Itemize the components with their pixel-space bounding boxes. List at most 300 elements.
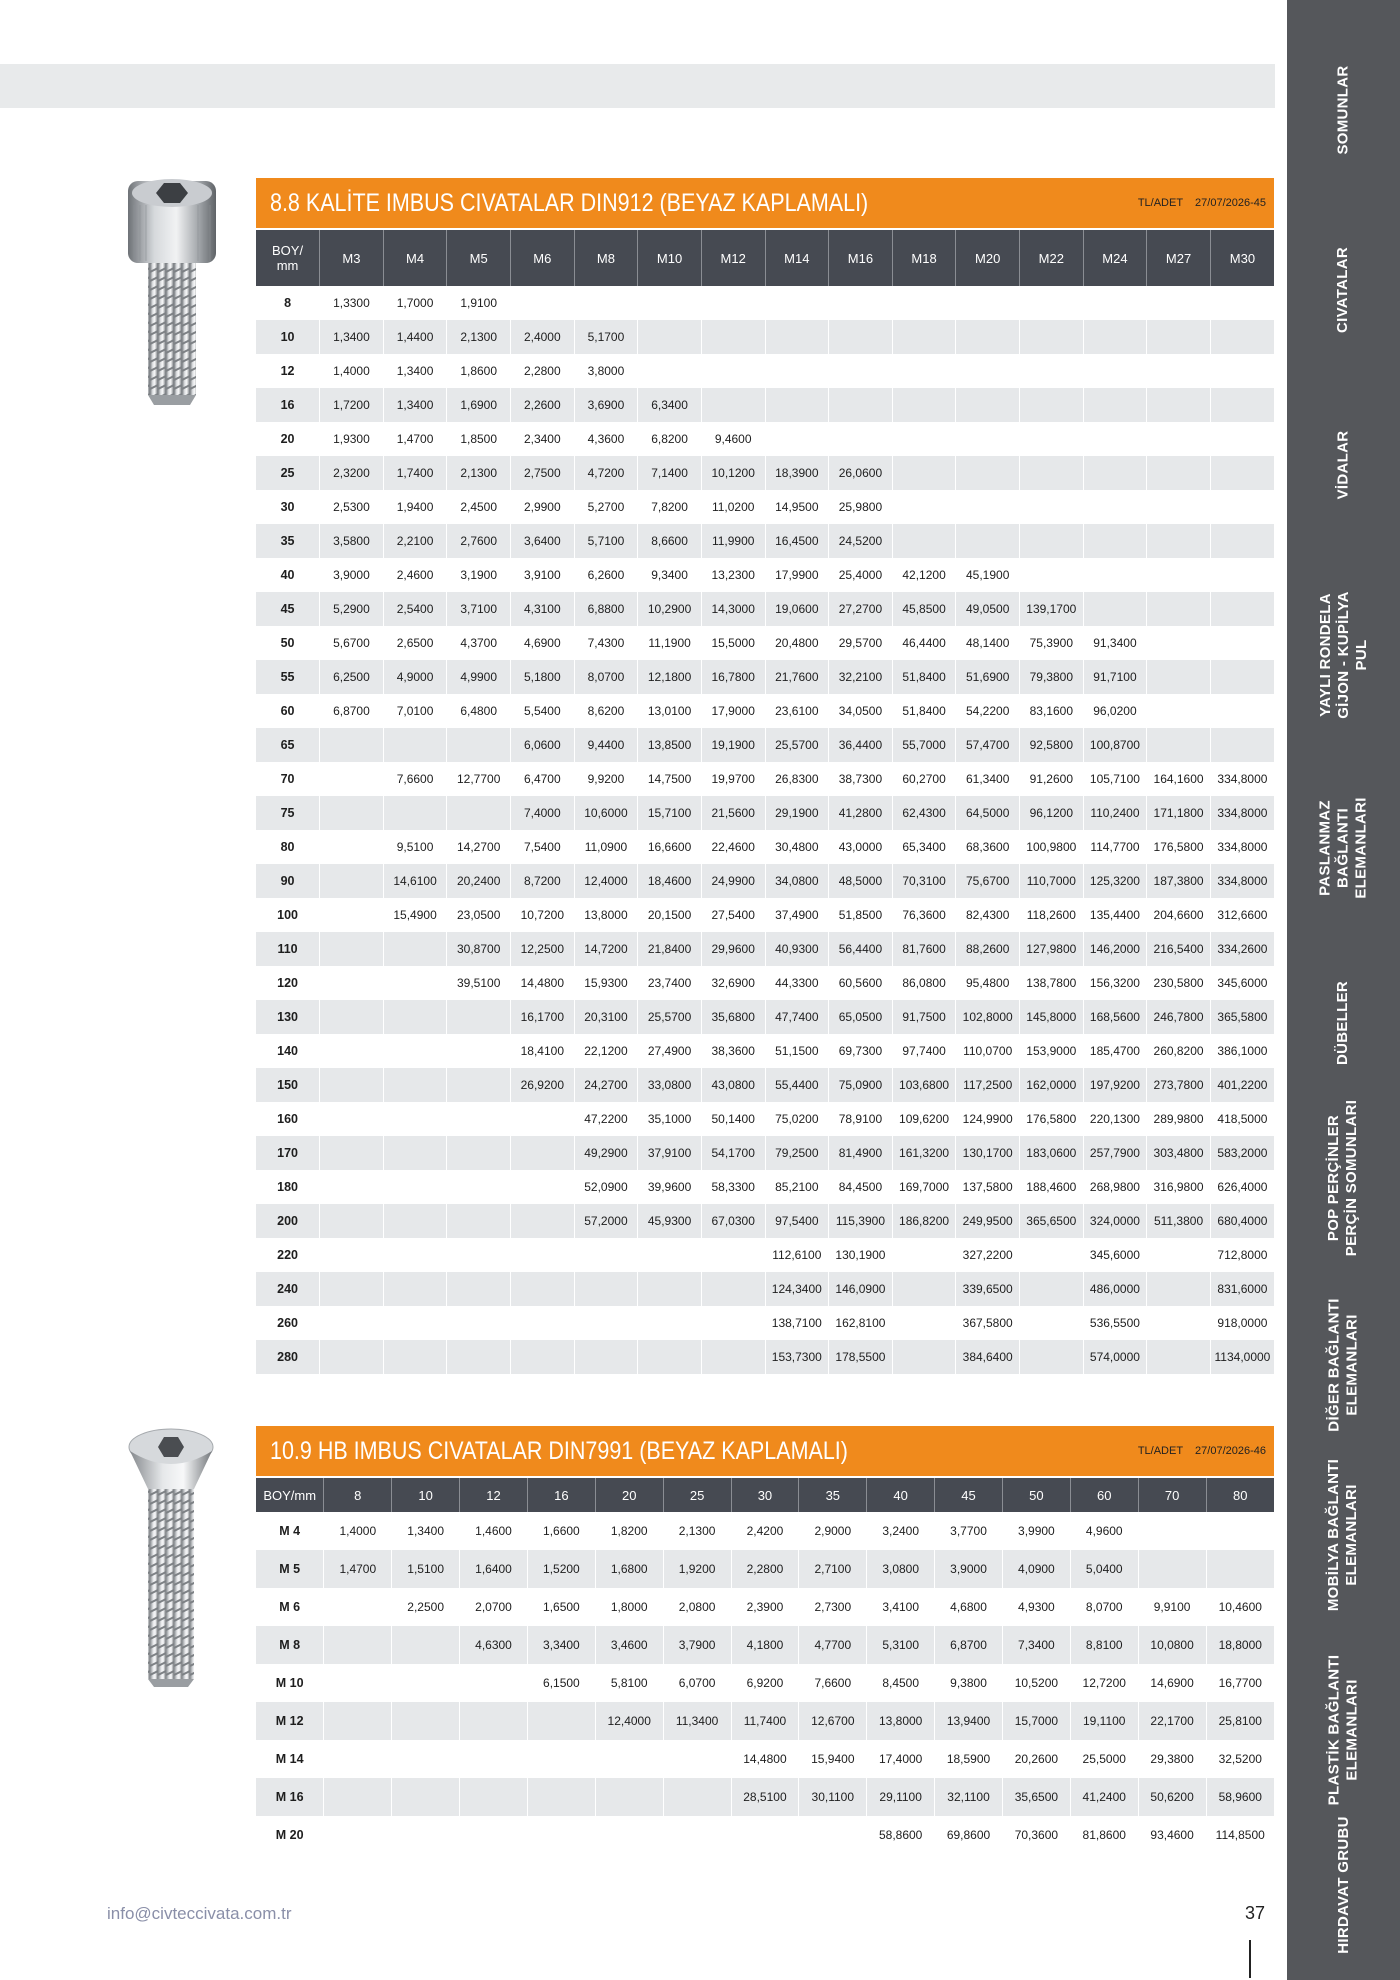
table2-title: 10.9 HB IMBUS CIVATALAR DIN7991 (BEYAZ KAPLAMALI): [270, 1437, 848, 1465]
price-cell: [1210, 694, 1274, 728]
price-cell: 1,4600: [460, 1512, 528, 1550]
price-cell: 15,9400: [799, 1740, 867, 1778]
table-row: [256, 354, 1274, 388]
column-header: 50: [1002, 1478, 1070, 1512]
table-row: [256, 1740, 1274, 1778]
price-cell: [1020, 1272, 1084, 1306]
price-cell: [829, 354, 893, 388]
price-cell: 2,9000: [799, 1512, 867, 1550]
price-cell: [383, 1340, 447, 1374]
price-cell: 12,4000: [595, 1702, 663, 1740]
price-cell: [1147, 1272, 1211, 1306]
price-cell: 84,4500: [829, 1170, 893, 1204]
price-cell: 334,8000: [1210, 762, 1274, 796]
footer-email[interactable]: info@civteccivata.com.tr: [107, 1904, 292, 1923]
price-cell: [1210, 490, 1274, 524]
price-cell: 138,7800: [1020, 966, 1084, 1000]
row-label: 16: [256, 388, 320, 422]
price-cell: [383, 1000, 447, 1034]
sidebar-item-paslanmaz[interactable]: [1287, 755, 1400, 940]
price-cell: [1147, 626, 1211, 660]
sidebar-item-mobilya-baglanti[interactable]: [1287, 1435, 1400, 1635]
price-cell: 187,3800: [1147, 864, 1211, 898]
sidebar-item-yayli-rondela[interactable]: [1287, 565, 1400, 745]
table-row: [256, 1816, 1274, 1854]
price-cell: 14,3000: [701, 592, 765, 626]
price-cell: 12,1800: [638, 660, 702, 694]
price-cell: 6,2600: [574, 558, 638, 592]
price-cell: 8,6200: [574, 694, 638, 728]
price-cell: 486,0000: [1083, 1272, 1147, 1306]
price-cell: [829, 422, 893, 456]
price-cell: 5,2900: [320, 592, 384, 626]
price-cell: 1,8200: [595, 1512, 663, 1550]
column-header: M3: [320, 230, 384, 286]
table-row: [256, 388, 1274, 422]
price-cell: 78,9100: [829, 1102, 893, 1136]
price-cell: 5,7100: [574, 524, 638, 558]
row-label: M 4: [279, 1524, 301, 1538]
price-cell: [447, 796, 511, 830]
price-cell: 15,4900: [383, 898, 447, 932]
price-cell: 7,6600: [799, 1664, 867, 1702]
column-header: M5: [447, 230, 511, 286]
price-cell: 114,7700: [1083, 830, 1147, 864]
price-cell: [765, 422, 829, 456]
price-cell: [701, 320, 765, 354]
row-label: 25: [256, 456, 320, 490]
sidebar-item-civatalar[interactable]: [1287, 215, 1400, 365]
sidebar-item-label: SOMUNLAR: [1334, 65, 1352, 155]
table-row: [256, 1778, 1274, 1816]
price-cell: [383, 1238, 447, 1272]
price-cell: 14,7200: [574, 932, 638, 966]
price-cell: 1,9400: [383, 490, 447, 524]
price-cell: [460, 1664, 528, 1702]
page-number: 37: [1245, 1903, 1266, 1923]
sidebar-item-somunlar[interactable]: [1287, 40, 1400, 180]
price-cell: 2,2100: [383, 524, 447, 558]
price-cell: 4,6800: [935, 1588, 1003, 1626]
price-cell: 3,4600: [595, 1626, 663, 1664]
price-cell: 5,8100: [595, 1664, 663, 1702]
price-cell: 3,5800: [320, 524, 384, 558]
price-cell: [799, 1816, 867, 1854]
sidebar-item-hirdavat-grubu[interactable]: [1287, 1800, 1400, 1970]
price-cell: 712,8000: [1210, 1238, 1274, 1272]
price-cell: [1147, 320, 1211, 354]
table-row: [256, 1034, 1274, 1068]
price-cell: 4,9600: [1070, 1512, 1138, 1550]
price-cell: 574,0000: [1083, 1340, 1147, 1374]
price-cell: [447, 1034, 511, 1068]
price-cell: 8,4500: [867, 1664, 935, 1702]
price-cell: 3,2400: [867, 1512, 935, 1550]
price-cell: 10,0800: [1138, 1626, 1206, 1664]
price-cell: 3,3400: [527, 1626, 595, 1664]
price-cell: 30,4800: [765, 830, 829, 864]
price-cell: 124,3400: [765, 1272, 829, 1306]
price-cell: [829, 320, 893, 354]
price-cell: [1147, 388, 1211, 422]
price-cell: 386,1000: [1210, 1034, 1274, 1068]
price-cell: 13,8000: [574, 898, 638, 932]
price-cell: [1083, 490, 1147, 524]
column-header: 80: [1206, 1478, 1274, 1512]
table-row: [256, 1702, 1274, 1740]
price-cell: 1,5200: [527, 1550, 595, 1588]
sidebar-item-label: VİDALAR: [1334, 430, 1352, 500]
price-cell: 2,3400: [511, 422, 575, 456]
price-cell: 2,1300: [447, 320, 511, 354]
price-cell: [1210, 592, 1274, 626]
price-cell: [324, 1588, 392, 1626]
price-cell: 25,4000: [829, 558, 893, 592]
price-cell: [447, 1000, 511, 1034]
price-cell: 9,5100: [383, 830, 447, 864]
price-cell: 11,9900: [701, 524, 765, 558]
price-cell: [1083, 388, 1147, 422]
price-cell: 3,6900: [574, 388, 638, 422]
row-label: M 6: [279, 1600, 301, 1614]
price-cell: [892, 422, 956, 456]
table-row: [256, 694, 1274, 728]
table-row: [256, 558, 1274, 592]
price-cell: 2,1300: [447, 456, 511, 490]
price-cell: [638, 1306, 702, 1340]
price-cell: 64,5000: [956, 796, 1020, 830]
price-cell: 204,6600: [1147, 898, 1211, 932]
price-cell: 43,0000: [829, 830, 893, 864]
table-row: [256, 1136, 1274, 1170]
price-cell: [320, 1170, 384, 1204]
sidebar-item-diger-baglanti[interactable]: [1287, 1270, 1400, 1460]
price-cell: [527, 1778, 595, 1816]
price-cell: [1210, 524, 1274, 558]
column-header: 16: [527, 1478, 595, 1512]
table2-title-bar: [256, 1426, 1274, 1476]
price-cell: 2,4200: [731, 1512, 799, 1550]
price-cell: [663, 1740, 731, 1778]
price-cell: 1,9100: [447, 286, 511, 320]
price-cell: 6,3400: [638, 388, 702, 422]
price-cell: [383, 1102, 447, 1136]
price-cell: 4,1800: [731, 1626, 799, 1664]
price-cell: [460, 1816, 528, 1854]
price-cell: 70,3100: [892, 864, 956, 898]
price-cell: 75,3900: [1020, 626, 1084, 660]
price-cell: [1020, 422, 1084, 456]
column-header: 60: [1070, 1478, 1138, 1512]
price-cell: [663, 1816, 731, 1854]
price-cell: [320, 1340, 384, 1374]
price-cell: 57,4700: [956, 728, 1020, 762]
price-cell: 14,4800: [511, 966, 575, 1000]
price-cell: 20,1500: [638, 898, 702, 932]
price-cell: 20,2600: [1002, 1740, 1070, 1778]
price-cell: 23,0500: [447, 898, 511, 932]
price-cell: 257,7900: [1083, 1136, 1147, 1170]
price-cell: [595, 1778, 663, 1816]
countersunk-bolt-image: [126, 1425, 216, 1690]
price-cell: 4,7200: [574, 456, 638, 490]
price-cell: 2,2800: [511, 354, 575, 388]
price-cell: [383, 1034, 447, 1068]
price-cell: 7,4300: [574, 626, 638, 660]
price-cell: 19,0600: [765, 592, 829, 626]
price-cell: [1147, 660, 1211, 694]
price-cell: 12,7200: [1070, 1664, 1138, 1702]
price-cell: 11,1900: [638, 626, 702, 660]
price-cell: [765, 286, 829, 320]
table-row: [256, 830, 1274, 864]
price-cell: 5,1700: [574, 320, 638, 354]
price-cell: [892, 320, 956, 354]
price-cell: 4,9900: [447, 660, 511, 694]
price-cell: 16,4500: [765, 524, 829, 558]
price-cell: [460, 1702, 528, 1740]
column-header: M22: [1020, 230, 1084, 286]
price-cell: 32,2100: [829, 660, 893, 694]
price-cell: 19,1100: [1070, 1702, 1138, 1740]
price-cell: 105,7100: [1083, 762, 1147, 796]
column-header: M14: [765, 230, 829, 286]
price-cell: 40,9300: [765, 932, 829, 966]
price-cell: [1210, 456, 1274, 490]
price-cell: [511, 1102, 575, 1136]
price-cell: 4,3700: [447, 626, 511, 660]
price-cell: 27,2700: [829, 592, 893, 626]
price-cell: 55,4400: [765, 1068, 829, 1102]
price-cell: 130,1700: [956, 1136, 1020, 1170]
price-cell: 7,1400: [638, 456, 702, 490]
price-cell: 367,5800: [956, 1306, 1020, 1340]
price-cell: 45,8500: [892, 592, 956, 626]
price-cell: 162,8100: [829, 1306, 893, 1340]
price-cell: 334,8000: [1210, 830, 1274, 864]
table-row: [256, 1170, 1274, 1204]
price-cell: 22,1200: [574, 1034, 638, 1068]
price-cell: 67,0300: [701, 1204, 765, 1238]
price-cell: [1083, 524, 1147, 558]
price-cell: 1,5100: [392, 1550, 460, 1588]
price-cell: 47,7400: [765, 1000, 829, 1034]
price-cell: 2,2800: [731, 1550, 799, 1588]
price-cell: 2,3900: [731, 1588, 799, 1626]
price-cell: [892, 456, 956, 490]
sidebar-item-dubeller[interactable]: [1287, 940, 1400, 1105]
price-cell: 28,5100: [731, 1778, 799, 1816]
price-cell: [1138, 1512, 1206, 1550]
price-cell: [956, 286, 1020, 320]
price-cell: 35,6800: [701, 1000, 765, 1034]
price-cell: 11,7400: [731, 1702, 799, 1740]
price-cell: 2,0800: [663, 1588, 731, 1626]
price-cell: 51,8400: [892, 694, 956, 728]
row-label: 50: [280, 636, 295, 650]
row-label: M 8: [256, 1626, 324, 1664]
price-cell: [1147, 456, 1211, 490]
price-cell: 7,6600: [383, 762, 447, 796]
price-cell: 102,8000: [956, 1000, 1020, 1034]
price-cell: 1,4000: [324, 1512, 392, 1550]
price-cell: 91,3400: [1083, 626, 1147, 660]
row-label: 30: [280, 500, 295, 514]
price-cell: 76,3600: [892, 898, 956, 932]
price-cell: [701, 354, 765, 388]
price-cell: 21,7600: [765, 660, 829, 694]
price-cell: 3,1900: [447, 558, 511, 592]
price-cell: 5,3100: [867, 1626, 935, 1664]
table-row: [256, 422, 1274, 456]
price-cell: 15,7100: [638, 796, 702, 830]
price-cell: 10,1200: [701, 456, 765, 490]
price-cell: 260,8200: [1147, 1034, 1211, 1068]
price-cell: [1147, 1306, 1211, 1340]
price-cell: 75,6700: [956, 864, 1020, 898]
price-cell: 19,1900: [701, 728, 765, 762]
price-cell: 4,6900: [511, 626, 575, 660]
price-cell: 13,0100: [638, 694, 702, 728]
price-cell: [574, 1306, 638, 1340]
price-cell: 24,2700: [574, 1068, 638, 1102]
price-cell: 22,4600: [701, 830, 765, 864]
price-cell: [892, 490, 956, 524]
price-cell: 1,6900: [447, 388, 511, 422]
price-cell: 1,6800: [595, 1550, 663, 1588]
row-label: 200: [256, 1204, 320, 1238]
price-cell: 8,8100: [1070, 1626, 1138, 1664]
price-cell: 75,0200: [765, 1102, 829, 1136]
sidebar-item-label: PASLANMAZ BAĞLANTI ELEMANLARI: [1316, 796, 1370, 899]
price-cell: 9,9100: [1138, 1588, 1206, 1626]
column-header: M27: [1147, 230, 1211, 286]
price-cell: 61,3400: [956, 762, 1020, 796]
sidebar-item-vidalar[interactable]: [1287, 400, 1400, 530]
price-cell: 32,5200: [1206, 1740, 1274, 1778]
price-cell: 16,6600: [638, 830, 702, 864]
price-cell: 13,2300: [701, 558, 765, 592]
price-cell: [1020, 1238, 1084, 1272]
price-cell: 1,6600: [527, 1512, 595, 1550]
price-cell: 16,1700: [511, 1000, 575, 1034]
price-cell: 626,4000: [1210, 1170, 1274, 1204]
price-cell: 114,8500: [1206, 1816, 1274, 1854]
price-cell: [447, 728, 511, 762]
row-label: 60: [280, 704, 295, 718]
price-cell: [1147, 592, 1211, 626]
price-cell: 3,9100: [511, 558, 575, 592]
category-sidebar: [1287, 0, 1400, 1980]
price-cell: 384,6400: [956, 1340, 1020, 1374]
table-header-row: [256, 230, 1274, 286]
price-cell: 145,8000: [1020, 1000, 1084, 1034]
price-cell: [324, 1702, 392, 1740]
price-cell: [892, 1340, 956, 1374]
price-cell: 831,6000: [1210, 1272, 1274, 1306]
price-cell: 9,4400: [574, 728, 638, 762]
price-cell: 6,1500: [527, 1664, 595, 1702]
price-cell: 86,0800: [892, 966, 956, 1000]
price-cell: 55,7000: [892, 728, 956, 762]
price-cell: [320, 1102, 384, 1136]
price-cell: 30,1100: [799, 1778, 867, 1816]
price-cell: 401,2200: [1210, 1068, 1274, 1102]
sidebar-item-label: DÜBELLER: [1334, 980, 1352, 1065]
price-cell: 12,7700: [447, 762, 511, 796]
price-cell: 7,0100: [383, 694, 447, 728]
row-label: 280: [256, 1340, 320, 1374]
price-cell: 29,1100: [867, 1778, 935, 1816]
price-cell: 1,9300: [320, 422, 384, 456]
price-cell: [392, 1626, 460, 1664]
price-cell: [511, 1272, 575, 1306]
price-cell: 2,7600: [447, 524, 511, 558]
price-cell: 183,0600: [1020, 1136, 1084, 1170]
price-cell: [956, 320, 1020, 354]
table-row: [256, 286, 1274, 320]
table-row: [256, 1204, 1274, 1238]
price-cell: [638, 1340, 702, 1374]
price-cell: [574, 1340, 638, 1374]
column-header: M12: [701, 230, 765, 286]
price-cell: 14,7500: [638, 762, 702, 796]
price-cell: 68,3600: [956, 830, 1020, 864]
price-cell: 188,4600: [1020, 1170, 1084, 1204]
price-cell: 178,5500: [829, 1340, 893, 1374]
price-cell: 138,7100: [765, 1306, 829, 1340]
price-cell: [392, 1740, 460, 1778]
price-cell: [383, 796, 447, 830]
price-cell: [1020, 1340, 1084, 1374]
table-row: [256, 490, 1274, 524]
price-cell: 17,9900: [765, 558, 829, 592]
price-cell: 9,9200: [574, 762, 638, 796]
price-cell: 30,8700: [447, 932, 511, 966]
column-header: M6: [511, 230, 575, 286]
price-cell: 1,4400: [383, 320, 447, 354]
price-cell: 16,7700: [1206, 1664, 1274, 1702]
price-cell: 45,1900: [956, 558, 1020, 592]
price-cell: 7,4000: [511, 796, 575, 830]
price-cell: 1,7000: [383, 286, 447, 320]
price-cell: 14,2700: [447, 830, 511, 864]
price-cell: 511,3800: [1147, 1204, 1211, 1238]
price-cell: 162,0000: [1020, 1068, 1084, 1102]
price-cell: [320, 1306, 384, 1340]
price-cell: 13,8000: [867, 1702, 935, 1740]
price-cell: 14,9500: [765, 490, 829, 524]
price-cell: 97,5400: [765, 1204, 829, 1238]
price-cell: 216,5400: [1147, 932, 1211, 966]
price-cell: 81,4900: [829, 1136, 893, 1170]
column-header: 12: [460, 1478, 528, 1512]
price-cell: [447, 1170, 511, 1204]
price-cell: 10,7200: [511, 898, 575, 932]
price-cell: 3,7100: [447, 592, 511, 626]
sidebar-item-pop-percinler[interactable]: [1287, 1085, 1400, 1270]
table-row: [256, 1000, 1274, 1034]
socket-head-bolt-image: [118, 175, 226, 407]
column-header-length: BOY/mm: [256, 1478, 324, 1512]
price-cell: 37,4900: [765, 898, 829, 932]
price-cell: 3,9900: [1002, 1512, 1070, 1550]
price-cell: 161,3200: [892, 1136, 956, 1170]
price-cell: 118,2600: [1020, 898, 1084, 932]
price-cell: 1,3300: [320, 286, 384, 320]
row-label: 100: [277, 908, 298, 922]
row-label: 170: [256, 1136, 320, 1170]
